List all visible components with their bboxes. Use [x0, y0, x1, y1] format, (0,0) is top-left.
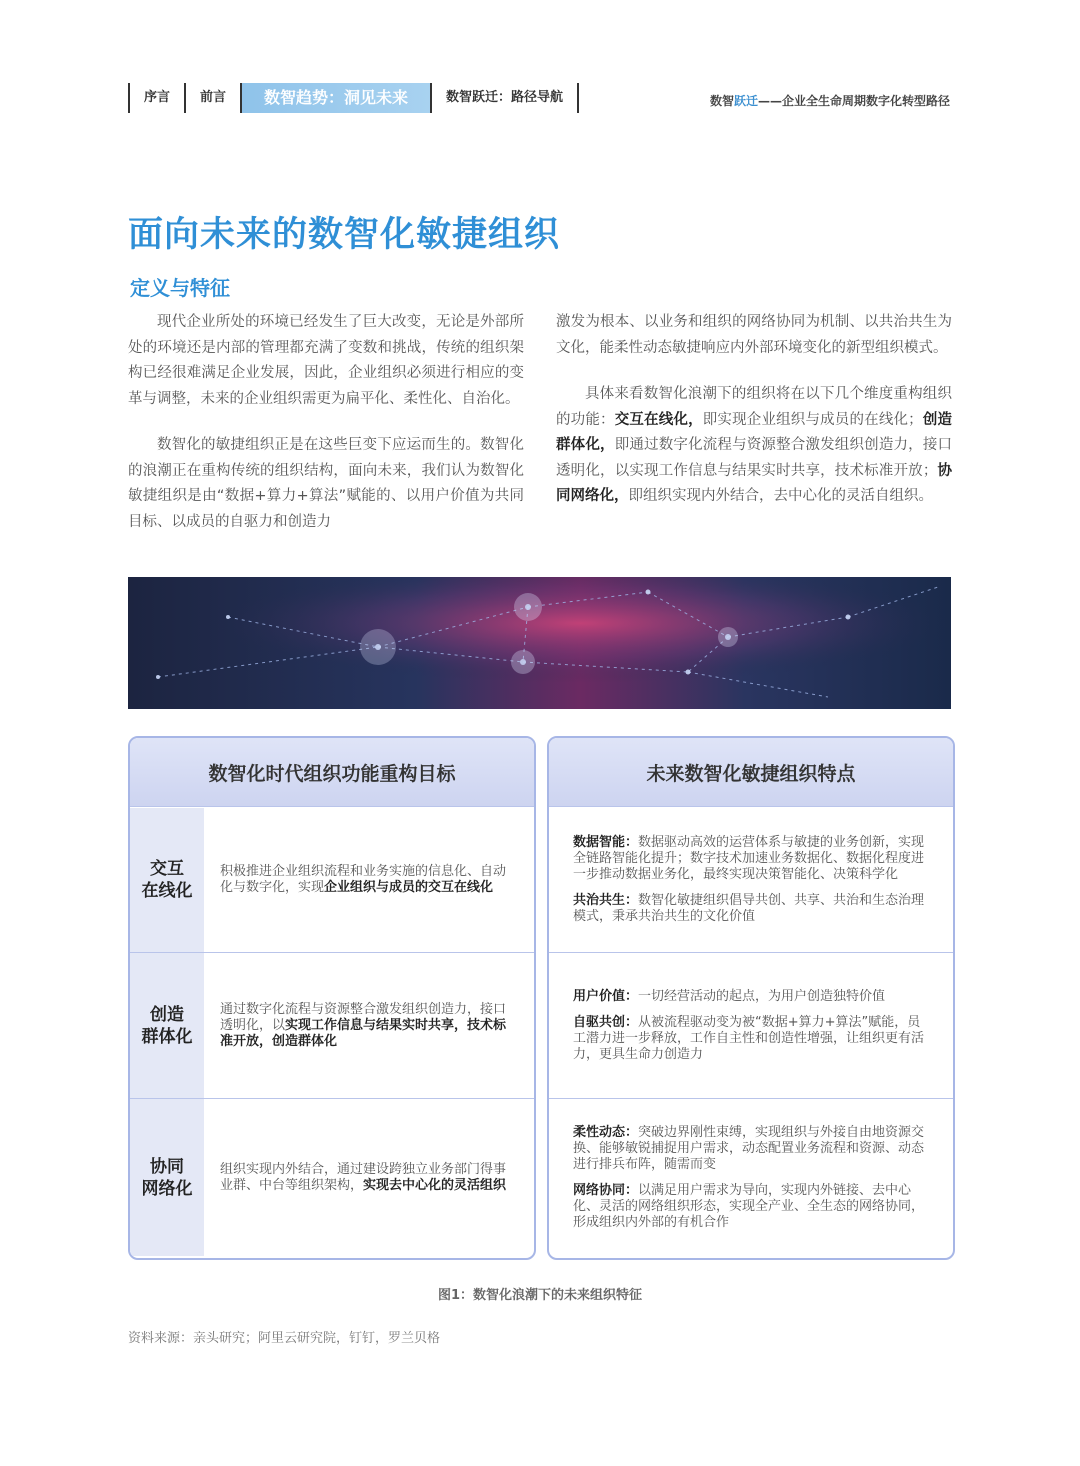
card-heading: 数智化时代组织功能重构目标 — [130, 738, 534, 807]
running-head-brand-a: 数智 — [709, 94, 734, 108]
section-title: 定义与特征 — [130, 276, 230, 300]
text-span: 积极推进企业组织流程和业务实施的信息化、自动化与数字化，实现 — [220, 864, 507, 895]
bold-term: 企业组织与成员的交互在线化 — [324, 880, 494, 895]
paragraph: 激发为根本、以业务和组织的网络协同为机制、以共治共生为文化，能柔性动态敏捷响应内外部环境变化的新型组织模式。 — [556, 314, 952, 356]
trait-item — [573, 1015, 931, 1063]
trait-row — [549, 1099, 953, 1256]
trait-item — [573, 1125, 931, 1173]
trait-row — [549, 953, 953, 1099]
label-line: 群体化 — [141, 1026, 193, 1047]
bold-term: 实现工作信息与结果实时共享，技术标准开放，创造群体化 — [220, 1017, 507, 1049]
row-text — [573, 1125, 931, 1231]
nav-item-foreword[interactable]: 前言 — [200, 90, 227, 105]
trait-item — [573, 989, 931, 1005]
bold-term: 创造群体化， — [556, 411, 953, 453]
trait-value: 数据驱动高效的运营体系与敏捷的业务创新，实现全链路智能化提升；数字技术加速业务数据化、数据化程度进一步推动数据业务化，最终实现决策智能化、决策科学化 — [573, 835, 925, 882]
goal-row — [130, 808, 534, 953]
trait-key: 数据智能： — [573, 835, 639, 850]
goal-row — [130, 953, 534, 1099]
running-head — [710, 92, 950, 109]
agile-org-traits-card — [547, 736, 955, 1260]
trait-item — [573, 1183, 931, 1231]
nav-item-trends-active[interactable]: 数智趋势：洞见未来 — [242, 83, 430, 113]
trait-value: 从被流程驱动变为被“数据+算力+算法”赋能，员工潜力进一步释放，工作自主性和创造性增强，让组织更有活力，更具生命力创造力 — [573, 1014, 925, 1062]
goal-row — [130, 1099, 534, 1256]
bold-term: 交互在线化， — [614, 411, 703, 428]
figure-caption: 图1：数智化浪潮下的未来组织特征 — [437, 1288, 643, 1303]
text-span: 组织实现内外结合，通过建设跨独立业务部门得事业群、中台等组织架构， — [220, 1161, 507, 1193]
page-title: 面向未来的数智化敏捷组织 — [128, 215, 561, 255]
body-column-right — [556, 310, 952, 531]
label-line: 网络化 — [141, 1178, 193, 1199]
trait-key: 自驱共创： — [573, 1014, 639, 1030]
nav-item-preface[interactable]: 序言 — [144, 90, 171, 105]
label-line: 创造 — [150, 1004, 184, 1025]
running-head-subtitle: ——企业全生命周期数字化转型路径 — [757, 94, 950, 108]
running-head-brand-b: 跃迁 — [733, 94, 758, 108]
paragraph: 数智化的敏捷组织正是在这些巨变下应运而生的。数智化的浪潮正在重构传统的组织结构，面向未来，我们认为数智化敏捷组织是由“数据+算力+算法”赋能的、以用户价值为共同目标、以成员的自驱力和创造力 — [128, 437, 524, 530]
trait-value: 一切经营活动的起点，为用户创造独特价值 — [638, 988, 886, 1004]
row-text — [220, 1002, 514, 1050]
card-heading: 未来数智化敏捷组织特点 — [549, 738, 953, 807]
reconstruction-goals-card — [128, 736, 536, 1260]
source-note: 资料来源：亲头研究；阿里云研究院，钉钉，罗兰贝格 — [128, 1331, 441, 1346]
row-text — [220, 864, 514, 896]
network-banner-image — [128, 577, 951, 709]
text-span: 即组织实现内外结合，去中心化的灵活自组织。 — [628, 488, 933, 504]
trait-item — [573, 835, 931, 883]
trait-value: 数智化敏捷组织倡导共创、共享、共治和生态治理模式，秉承共治共生的文化价值 — [573, 893, 925, 924]
row-label — [130, 953, 204, 1098]
row-label — [130, 808, 204, 952]
row-label — [130, 1099, 204, 1256]
paragraph — [556, 382, 952, 510]
section-nav — [128, 82, 579, 114]
nav-item-path[interactable]: 数智跃迁：路径导航 — [446, 90, 564, 105]
paragraph: 现代企业所处的环境已经发生了巨大改变，无论是外部所处的环境还是内部的管理都充满了变数和挑战，传统的组织架构已经很难满足企业发展，因此，企业组织必须进行相应的变革与调整，未来的企业组织需更为扁平化、柔性化、自治化。 — [128, 314, 524, 407]
trait-value: 以满足用户需求为导向，实现内外链接、去中心化、灵活的网络组织形态，实现全产业、全生态的网络协同，形成组织内外部的有机合作 — [573, 1182, 925, 1230]
label-line: 在线化 — [141, 881, 193, 901]
text-span: 即实现企业组织与成员的在线化； — [702, 411, 923, 428]
network-graphic — [128, 577, 951, 709]
row-text — [573, 989, 931, 1063]
text-span: 即通过数字化流程与资源整合激发组织创造力，接口透明化，以实现工作信息与结果实时共享，技术标准开放； — [556, 437, 953, 479]
bold-term: 实现去中心化的灵活组织 — [363, 1177, 507, 1193]
trait-key: 柔性动态： — [573, 1124, 639, 1140]
text-span: 具体来看数智化浪潮下的组织将在以下几个维度重构组织的功能： — [556, 386, 952, 428]
trait-key: 网络协同： — [573, 1182, 639, 1198]
row-text — [220, 1162, 514, 1194]
bold-term: 协同网络化， — [556, 462, 953, 504]
trait-key: 用户价值： — [573, 988, 639, 1004]
trait-value: 突破边界刚性束缚，实现组织与外接自由地资源交换、能够敏锐捕捉用户需求，动态配置业务流程和资源、动态进行排兵布阵，随需而变 — [573, 1124, 925, 1172]
body-column-left — [128, 310, 524, 556]
trait-row — [549, 808, 953, 953]
label-line: 协同 — [150, 1156, 184, 1177]
trait-item — [573, 893, 931, 925]
row-text — [573, 835, 931, 925]
text-span: 通过数字化流程与资源整合激发组织创造力，接口透明化，以 — [220, 1001, 507, 1033]
label-line: 交互 — [150, 859, 184, 879]
nav-divider — [577, 83, 579, 113]
trait-key: 共治共生： — [573, 893, 639, 908]
